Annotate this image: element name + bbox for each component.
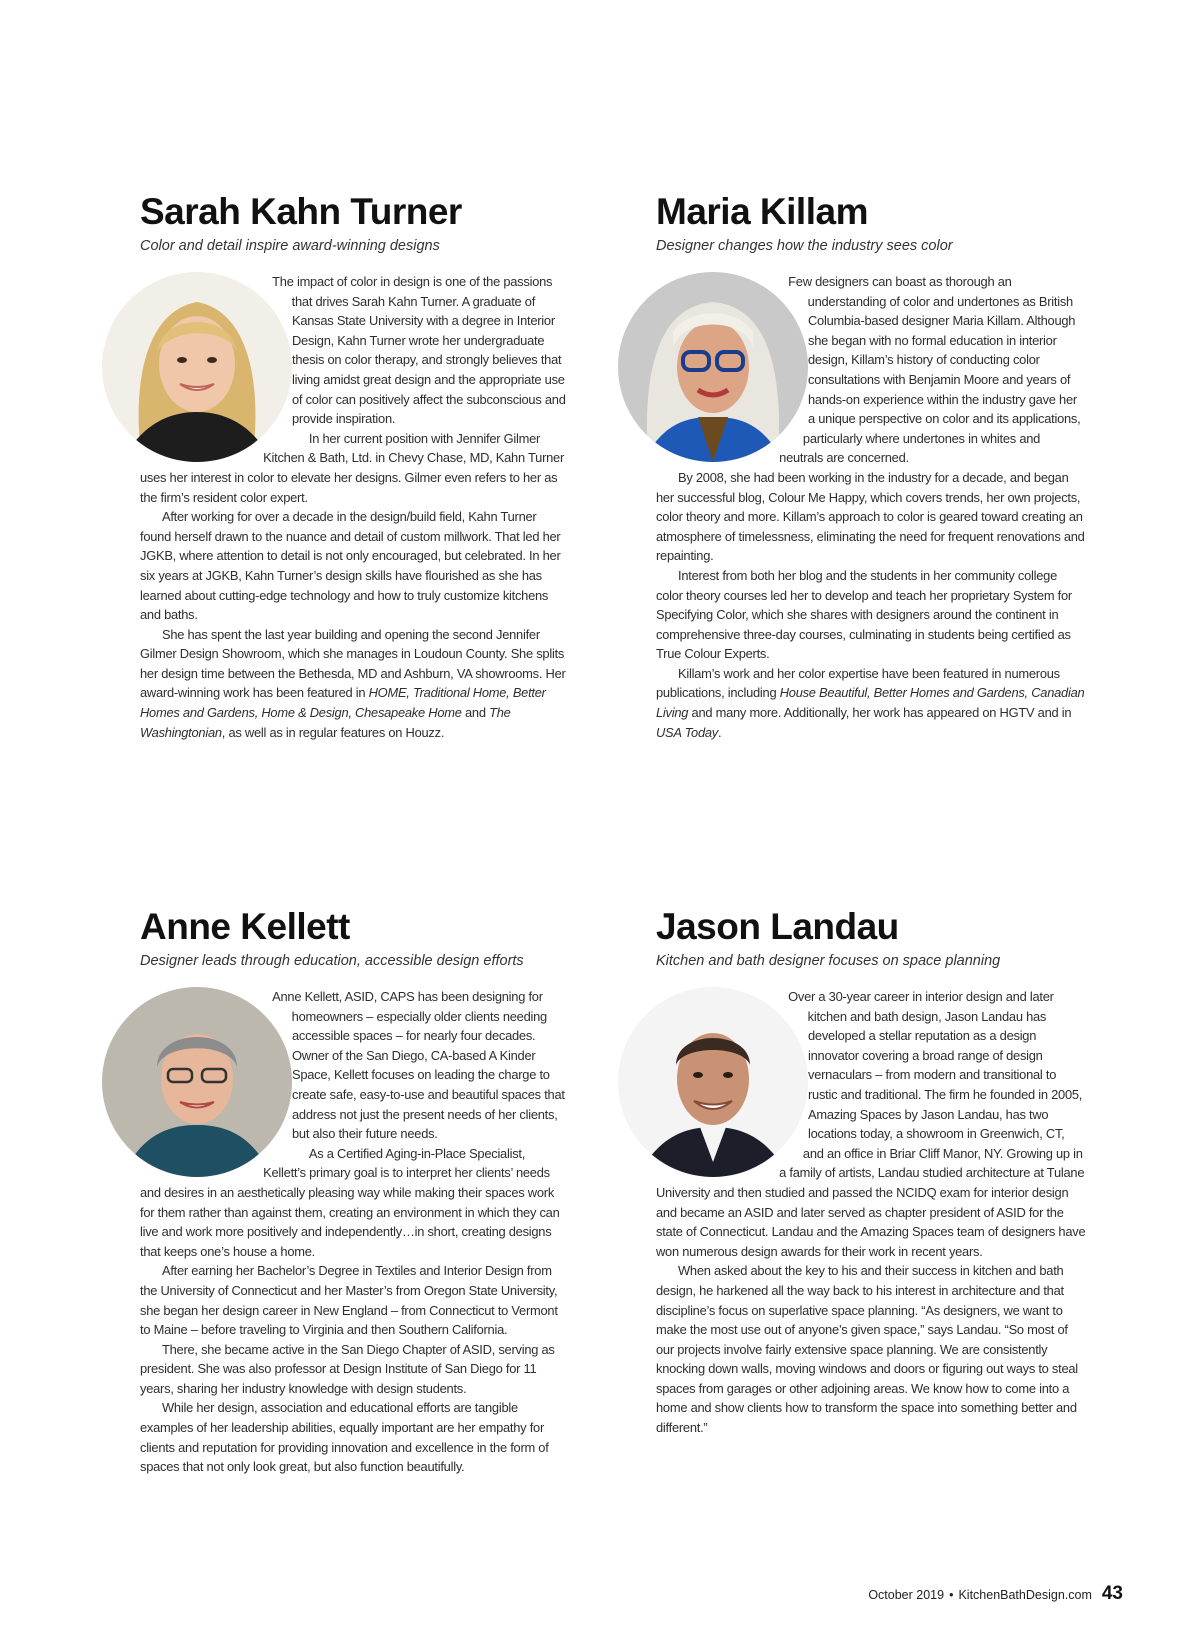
profile-body [140, 272, 570, 742]
portrait-man-smiling-icon [618, 987, 808, 1177]
body-paragraph [140, 507, 570, 625]
page-number: 43 [1101, 1583, 1123, 1604]
body-paragraph [656, 664, 1086, 742]
paragraph-text: After earning her Bachelor’s Degree in Textiles and Interior Design from the University of Connecticut and her Master’s from Oregon State University, she began her design career in New England – from Connecticut to Vermont to Maine – before traveling to Virginia and then Southern California. [140, 1263, 558, 1338]
site-name: KitchenBathDesign.com [958, 1588, 1092, 1602]
portrait-woman-gray-hair-icon [102, 987, 292, 1177]
paragraph-text: When asked about the key to his and their success in kitchen and bath design, he harkened all the way back to his interest in architecture and that discipline’s focus on superlative space planning. “As designers, we want to make the most use out of anyone’s given space,” says Landau. “So most of our projects involve fairly extensive space planning. We are consistently knocking down walls, moving windows and doors or figuring out ways to steal spaces from garages or other adjoining areas. We know how to come into a home and show clients how to transform the space into something better and different.” [656, 1263, 1078, 1436]
profile-anne-kellett [140, 905, 570, 1477]
portrait-woman-glasses-icon [618, 272, 808, 462]
paragraph-text: As a Certified Aging-in-Place Specialist, Kellett’s primary goal is to interpret her clients’ needs and desires in an aesthetically pleasing way while making their spaces work for them rather than against them, creating an environment in which they can live and work more positively and independently…in short, creating designs that keeps one’s house a home. [140, 1145, 560, 1259]
profile-maria-killam [656, 190, 1086, 742]
paragraph-text: The impact of color in design is one of the passions that drives Sarah Kahn Turner. A graduate of Kansas State University with a degree in Interior Design, Kahn Turner wrote her undergraduate thesis on color therapy, and strongly believes that living amidst great design and the appropriate use of color can positively affect the subconscious and provide inspiration. [272, 274, 566, 427]
profile-name: Maria Killam [656, 191, 868, 232]
publication-title: HOME, Traditional Home, Better Homes and Gardens, Home & Design, Chesapeake Home [140, 685, 546, 721]
page-footer [868, 1583, 1123, 1605]
publication-title: House Beautiful, Better Homes and Gardens, Canadian Living [656, 685, 1085, 721]
profile-body [140, 987, 570, 1477]
paragraph-text: . [718, 724, 722, 740]
profile-jason-landau [656, 905, 1086, 1438]
profile-tagline: Color and detail inspire award-winning designs [140, 238, 440, 254]
paragraph-text: Killam’s work and her color expertise have been featured in numerous publications, including [656, 665, 1060, 701]
paragraph-text: and [461, 705, 490, 721]
paragraph-text: By 2008, she had been working in the industry for a decade, and began her successful blog, Colour Me Happy, which covers trends, her own projects, color theory and more. Killam’s approach to color is geared toward creating an atmosphere of timelessness, eliminating the need for frequent renovations and repainting. [656, 469, 1085, 564]
paragraph-text: After working for over a decade in the design/build field, Kahn Turner found herself drawn to the nuance and detail of custom millwork. That led her JGKB, where attention to detail is not only encouraged, but celebrated. In her six years at JGKB, Kahn Turner’s design skills have flourished as she has learned about cutting-edge technology and how to truly customize kitchens and baths. [140, 509, 561, 623]
paragraph-text: Interest from both her blog and the students in her community college color theory courses led her to develop and teach her proprietary System for Specifying Color, which she shares with designers around the continent in comprehensive three-day courses, culminating in students being certified as True Colour Experts. [656, 567, 1072, 662]
paragraph-text: While her design, association and educational efforts are tangible examples of her leadership abilities, equally important are her empathy for clients and reputation for providing innovation and excellence in the form of spaces that not only look great, but also function beautifully. [140, 1400, 549, 1475]
profile-body [656, 987, 1086, 1438]
paragraph-text: Few designers can boast as thorough an understanding of color and undertones as British Columbia-based designer Maria Killam. Although she began with no formal education in interior design, Killam’s history of conducting color consultations with Benjamin Moore and years of hands-on experience within the industry gave her a unique perspective on color and its applications, particularly where undertones in whites and neutrals are concerned. [779, 274, 1081, 466]
paragraph-text: Anne Kellett, ASID, CAPS has been designing for homeowners – especially older clients needing accessible spaces – for nearly four decades. Owner of the San Diego, CA-based A Kinder Space, Kellett focuses on leading the charge to create safe, easy-to-use and beautiful spaces that address not just the present needs of her clients, but also their future needs. [272, 989, 565, 1142]
profile-body [656, 272, 1086, 742]
profile-tagline: Kitchen and bath designer focuses on space planning [656, 953, 1001, 969]
body-paragraph [656, 566, 1086, 664]
paragraph-text: There, she became active in the San Diego Chapter of ASID, serving as president. She was also professor at Design Institute of San Diego for 11 years, sharing her industry knowledge with design students. [140, 1341, 555, 1396]
profile-name: Sarah Kahn Turner [140, 191, 462, 232]
publication-title: USA Today [656, 724, 719, 740]
body-paragraph [656, 1261, 1086, 1437]
body-paragraph [140, 1261, 570, 1339]
issue-date: October 2019 [868, 1588, 945, 1602]
profile-name: Anne Kellett [140, 906, 350, 947]
profile-tagline: Designer changes how the industry sees color [656, 238, 953, 254]
paragraph-text: , as well as in regular features on Houzz. [221, 724, 445, 740]
profile-tagline: Designer leads through education, accessible design efforts [140, 953, 524, 969]
portrait-woman-blonde-icon [102, 272, 292, 462]
paragraph-text: and many more. Additionally, her work has appeared on HGTV and in [688, 705, 1072, 721]
body-paragraph [140, 1340, 570, 1399]
profile-name: Jason Landau [656, 906, 899, 947]
paragraph-text: She has spent the last year building and opening the second Jennifer Gilmer Design Showroom, which she manages in Loudoun County. She splits her design time between the Bethesda, MD and Ashburn, VA showrooms. Her award-winning work has been featured in [140, 626, 566, 701]
footer-separator: • [949, 1588, 954, 1602]
body-paragraph [140, 1398, 570, 1476]
paragraph-text: Over a 30-year career in interior design and later kitchen and bath design, Jason Landau has developed a stellar reputation as a design innovator covering a broad range of design vernaculars – from modern and transitional to rustic and traditional. The firm he founded in 2005, Amazing Spaces by Jason Landau, has two locations today, a showroom in Greenwich, CT, and an office in Briar Cliff Manor, NY. Growing up in a family of artists, Landau studied architecture at Tulane University and then studied and passed the NCIDQ exam for interior design and became an ASID and later served as chapter president of ASID for the state of Connecticut. Landau and the Amazing Spaces team of designers have won numerous design awards for their work in recent years. [656, 989, 1086, 1259]
paragraph-text: In her current position with Jennifer Gilmer Kitchen & Bath, Ltd. in Chevy Chase, MD, Kahn Turner uses her interest in color to elevate her designs. Gilmer even refers to her as the firm’s resident color expert. [140, 430, 564, 505]
profile-sarah-kahn-turner [140, 190, 570, 742]
body-paragraph [656, 468, 1086, 566]
body-paragraph [140, 625, 570, 743]
publication-title: The Washingtonian [140, 705, 511, 740]
